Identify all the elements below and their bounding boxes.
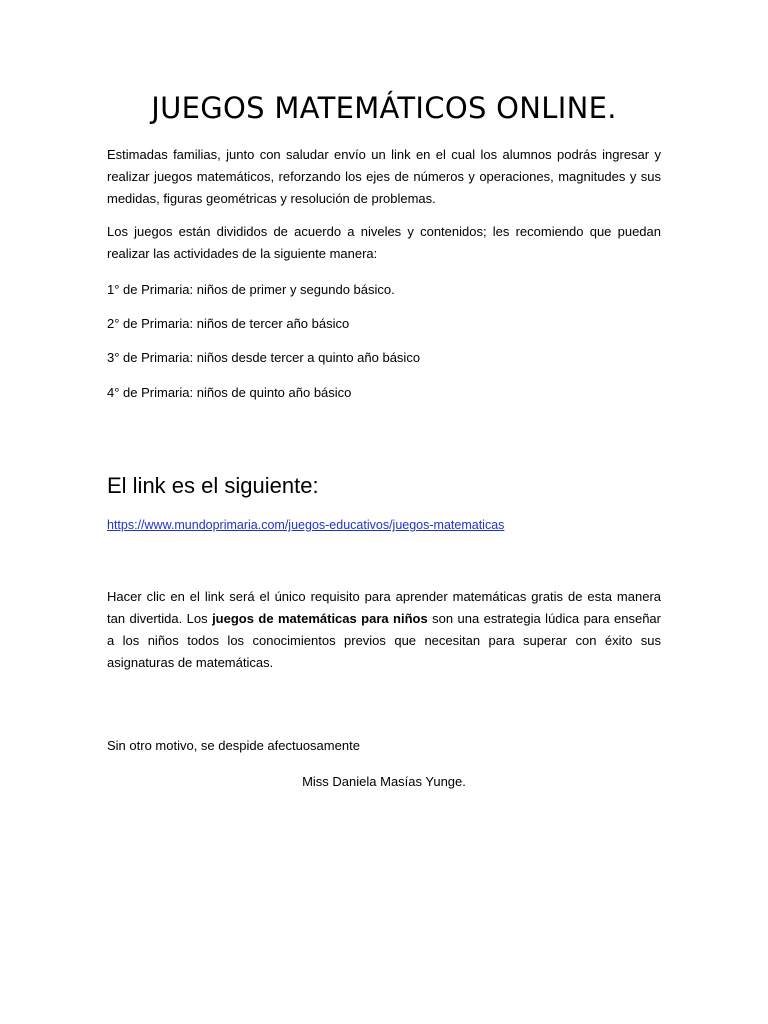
instructions-text-start: Hacer clic en el link será el único requisito para aprender matemáticas gratis de esta manera tan divertida. Los [107,589,661,626]
instructions-text-end: son una estrategia lúdica para enseñar a los niños todos los conocimientos previos que necesitan para superar con éxito sus asignaturas de matemáticas. [107,611,661,670]
link-heading: El link es el siguiente: [107,473,319,498]
intro-paragraph: Estimadas familias, junto con saludar envío un link en el cual los alumnos podrás ingresar y realizar juegos matemáticos, reforzando los ejes de números y operaciones, magnitudes y sus medidas, figuras geométricas y resolución de problemas. [107,147,661,206]
games-link[interactable]: https://www.mundoprimaria.com/juegos-educativos/juegos-matematicas [107,518,505,532]
level-item-3: 3° de Primaria: niños desde tercer a quinto año básico [107,350,421,365]
level-item-2: 2° de Primaria: niños de tercer año básico [107,316,350,331]
level-item-4: 4° de Primaria: niños de quinto año básico [107,385,352,400]
instructions-bold-phrase: juegos de matemáticas para niños [212,611,428,626]
document-title: JUEGOS MATEMÁTICOS ONLINE. [151,91,617,125]
level-item-1: 1° de Primaria: niños de primer y segundo básico. [107,282,395,297]
levels-intro-paragraph: Los juegos están divididos de acuerdo a niveles y contenidos; les recomiendo que puedan realizar las actividades de la siguiente manera: [107,224,661,261]
instructions-paragraph [107,586,661,674]
signature: Miss Daniela Masías Yunge. [302,774,466,789]
farewell-line: Sin otro motivo, se despide afectuosamente [107,738,360,753]
